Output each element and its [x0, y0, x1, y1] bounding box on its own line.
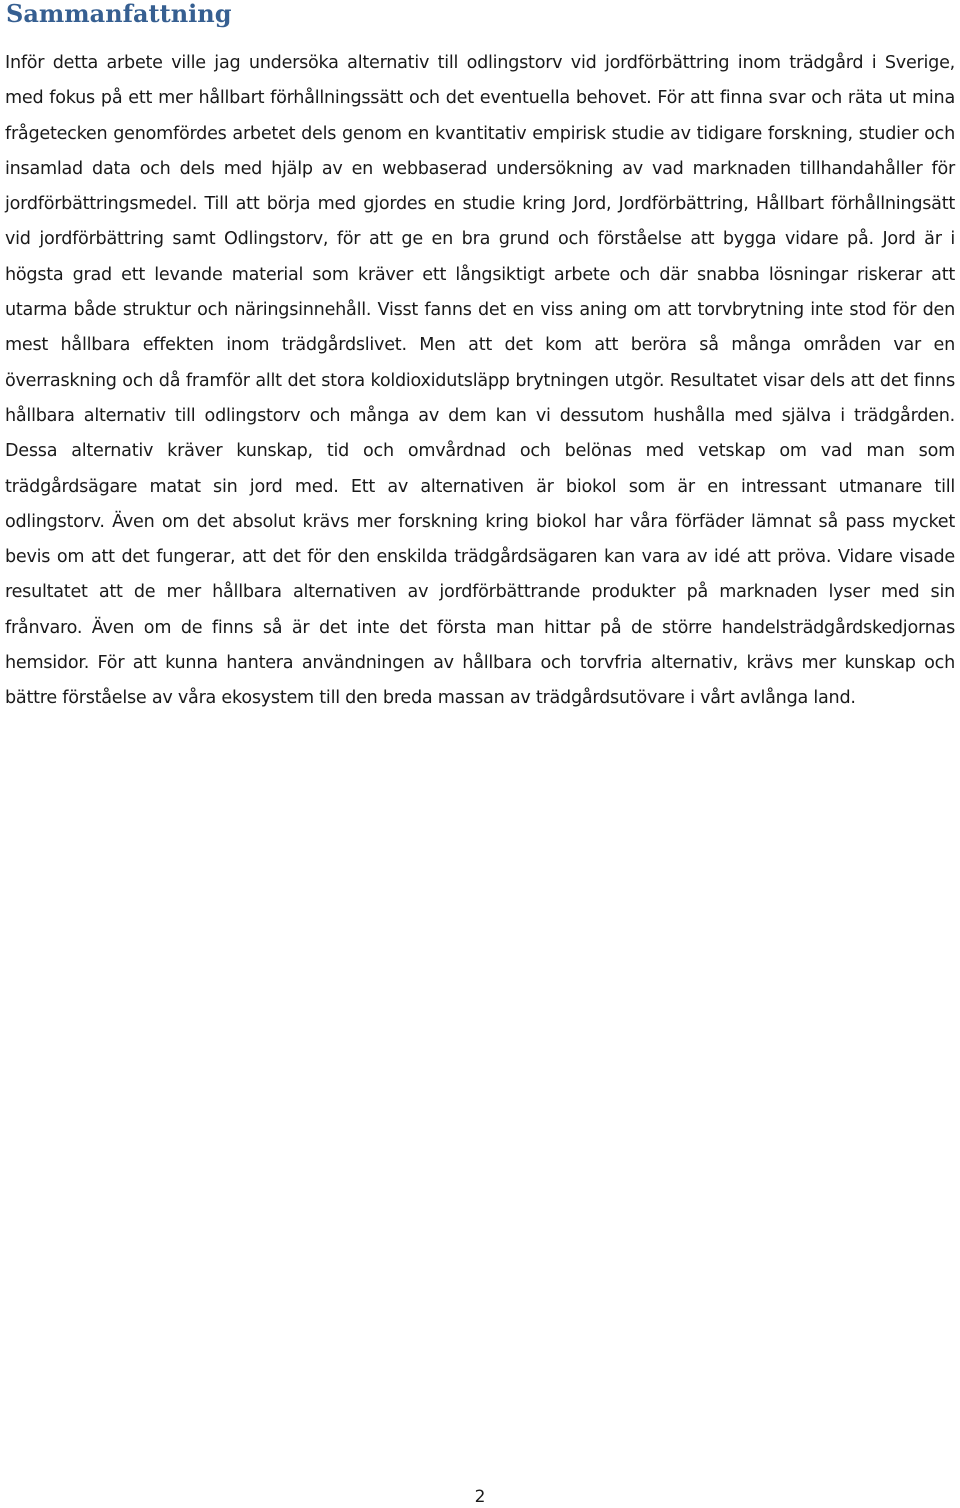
summary-paragraph: Inför detta arbete ville jag undersöka alternativ till odlingstorv vid jordförbättring inom trädgård i Sverige, med fokus på ett mer hållbart förhållningssätt och det eventuella behovet. För att finna svar och räta ut mina frågetecken genomfördes arbetet dels genom en kvantitativ empirisk studie av tidigare forskning, studier och insamlad data och dels med hjälp av en webbaserad undersökning av vad marknaden tillhandahåller för jordförbättringsmedel. Till att börja med gjordes en studie kring Jord, Jordförbättring, Hållbart förhållningsätt vid jordförbättring samt Odlingstorv, för att ge en bra grund och förståelse att bygga vidare på. Jord är i högsta grad ett levande material som kräver ett långsiktigt arbete och där snabba lösningar riskerar att utarma både struktur och näringsinnehåll. Visst fanns det en viss aning om att torvbrytning inte stod för den mest hållbara effekten inom trädgårdslivet. Men att det kom att beröra så många områden var en överraskning och då framför allt det stora koldioxidutsläpp brytningen utgör. Resultatet visar dels att det finns hållbara alternativ till odlingstorv och många av dem kan vi dessutom hushålla med själva i trädgården. Dessa alternativ kräver kunskap, tid och omvårdnad och belönas med vetskap om vad man som trädgårdsägare matat sin jord med. Ett av alternativen är biokol som är en intressant utmanare till odlingstorv. Även om det absolut krävs mer forskning kring biokol har våra förfäder lämnat så pass mycket bevis om att det fungerar, att det för den enskilda trädgårdsägaren kan vara av idé att pröva. Vidare visade resultatet att de mer hållbara alternativen av jordförbättrande produkter på marknaden lyser med sin frånvaro. Även om de finns så är det inte det första man hittar på de större handelsträdgårdskedjornas hemsidor. För att kunna hantera användningen av hållbara och torvfria alternativ, krävs mer kunskap och bättre förståelse av våra ekosystem till den breda massan av trädgårdsutövare i vårt avlånga land. — [5, 53, 955, 709]
section-heading: Sammanfattning — [6, 0, 232, 28]
page-number: 2 — [474, 1487, 486, 1507]
